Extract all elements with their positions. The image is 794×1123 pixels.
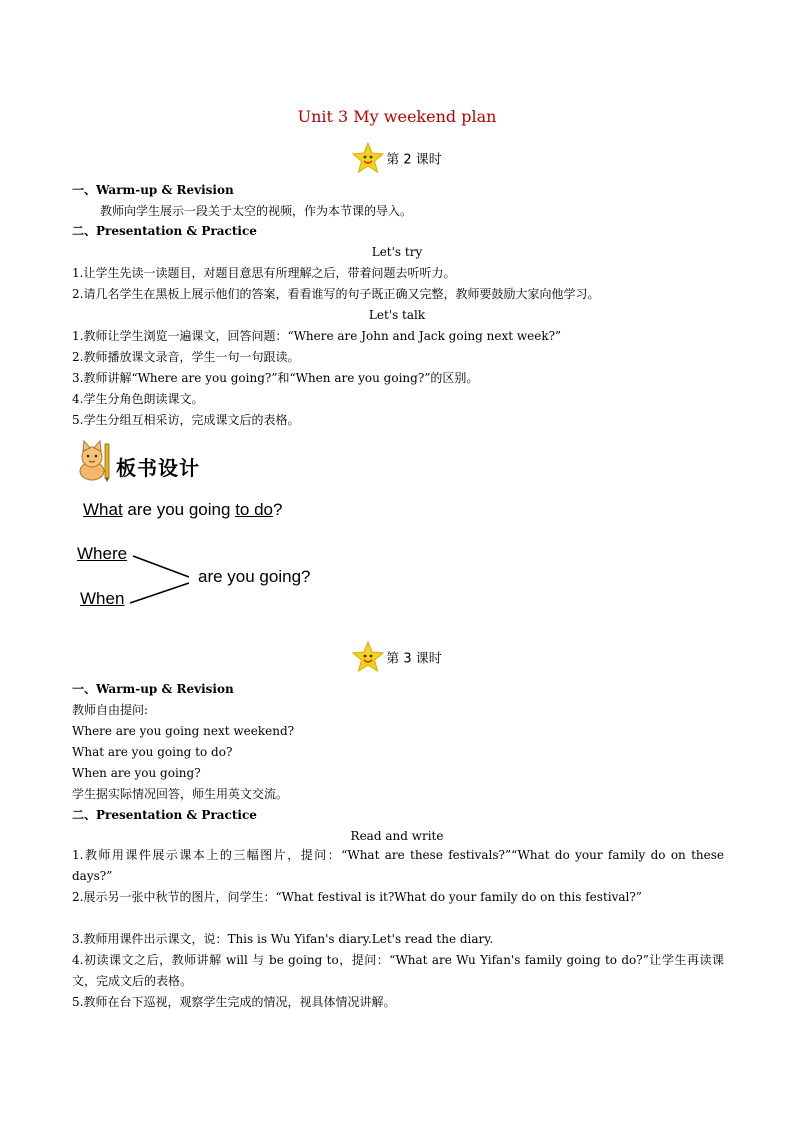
what-word: What [83, 500, 123, 519]
lesson-3-label [0, 641, 794, 673]
board-design-header [72, 436, 272, 486]
warmup-text: 教师向学生展示一段关于太空的视频，作为本节课的导入。 [100, 204, 413, 218]
board-design-title: 板书设计 [116, 456, 200, 480]
question-mark: ? [273, 500, 283, 519]
list-item: 1.教师用课件展示课本上的三幅图片，提问：“What are these festivals?”“What do your family do on these days?” [72, 848, 724, 883]
list-item: 2.展示另一张中秋节的图片，问学生：“What festival is it?What do your family do on this festival?” [72, 890, 642, 904]
where-word: Where [77, 544, 128, 563]
practice-heading: 二、Presentation & Practice [72, 808, 257, 822]
star-smiley-icon [352, 142, 384, 174]
lesson-3-text: 第 3 课时 [386, 651, 442, 667]
practice-heading: 二、Presentation & Practice [72, 224, 257, 238]
lesson-2-text: 第 2 课时 [386, 152, 442, 168]
warmup-line: 教师自由提问: [72, 703, 149, 717]
lets-talk-heading: Let's talk [368, 308, 426, 322]
list-item: 1.教师让学生浏览一遍课文，回答问题：“Where are John and Jack going next week?” [72, 329, 562, 343]
list-item: 4.学生分角色朗读课文。 [72, 392, 204, 406]
to-do-word: to do [235, 500, 273, 519]
what-question [83, 500, 282, 520]
warmup-line: What are you going to do? [72, 745, 233, 759]
warmup-line: When are you going? [72, 766, 201, 780]
list-item: 3.教师用课件出示课文，说：This is Wu Yifan's diary.Let's read the diary. [72, 932, 494, 946]
lets-try-heading: Let's try [371, 245, 423, 259]
lesson-2-label [0, 142, 794, 174]
warmup-line: 学生据实际情况回答，师生用英文交流。 [72, 787, 289, 801]
connector-lines [125, 548, 195, 608]
warmup-heading: 一、Warm-up & Revision [72, 183, 234, 197]
list-item: 3.教师讲解“Where are you going?”和“When are you going?”的区别。 [72, 371, 479, 385]
warmup-heading: 一、Warm-up & Revision [72, 682, 234, 696]
list-item: 4.初读课文之后，教师讲解 will 与 be going to，提问：“What are Wu Yifan's family going to do?”让学生再读课文，完成文后的表格。 [72, 953, 724, 988]
list-item: 2.请几名学生在黑板上展示他们的答案，看看谁写的句子既正确又完整，教师要鼓励大家向他学习。 [72, 287, 600, 301]
page-title: Unit 3 My weekend plan [297, 107, 497, 126]
warmup-line: Where are you going next weekend? [72, 724, 295, 738]
are-you-going-text: are you going? [198, 567, 311, 586]
cat-pencil-icon [72, 438, 116, 482]
list-item: 2.教师播放课文录音，学生一句一句跟读。 [72, 350, 300, 364]
list-item: 5.教师在台下巡视，观察学生完成的情况，视具体情况讲解。 [72, 995, 396, 1009]
list-item: 1.让学生先读一读题目，对题目意思有所理解之后，带着问题去听听力。 [72, 266, 456, 280]
when-word: When [80, 589, 125, 608]
read-write-heading: Read and write [350, 829, 444, 843]
list-item: 5.学生分组互相采访，完成课文后的表格。 [72, 413, 300, 427]
question-middle: are you going [127, 500, 231, 519]
star-smiley-icon [352, 641, 384, 673]
